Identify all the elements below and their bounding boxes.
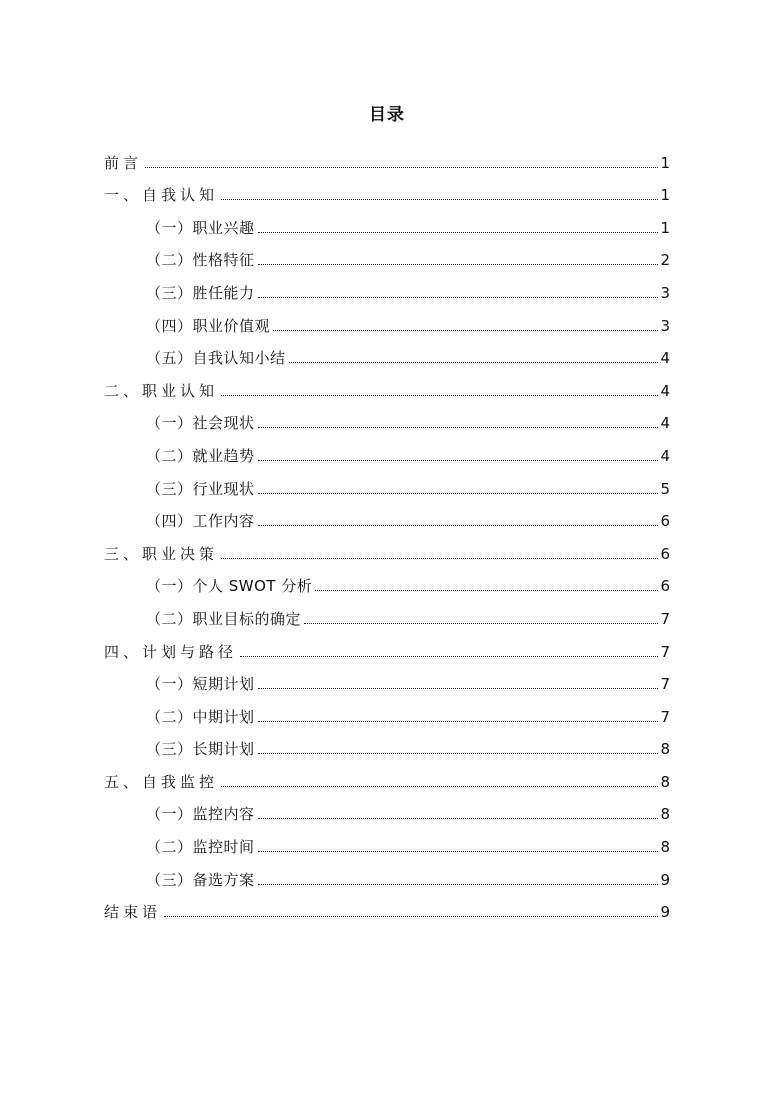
toc-entry-label: （一）监控内容	[146, 805, 255, 824]
toc-section-entry[interactable]	[104, 792, 670, 825]
toc-page-number: 4	[660, 446, 670, 465]
toc-entry-label: （五）自我认知小结	[146, 349, 286, 368]
toc-section-entry[interactable]	[104, 727, 670, 760]
toc-page-number: 6	[660, 512, 670, 531]
toc-page-number: 4	[660, 349, 670, 368]
toc-dot-leader	[258, 753, 659, 754]
toc-dot-leader	[164, 916, 658, 917]
toc-page-number: 4	[660, 414, 670, 433]
toc-dot-leader	[273, 330, 658, 331]
toc-page-number: 9	[660, 903, 670, 922]
toc-page-number: 7	[660, 707, 670, 726]
toc-section-entry[interactable]	[104, 205, 670, 238]
toc-entry-label: 一、自我认知	[104, 186, 219, 205]
toc-dot-leader	[258, 688, 659, 689]
toc-chapter-entry[interactable]	[104, 890, 670, 923]
toc-section-entry[interactable]	[104, 499, 670, 532]
toc-page-number: 4	[660, 381, 670, 400]
toc-section-entry[interactable]	[104, 824, 670, 857]
toc-dot-leader	[258, 884, 659, 885]
toc-dot-leader	[258, 818, 659, 819]
toc-entry-label: 二、职业认知	[104, 381, 219, 400]
toc-entry-label: （二）性格特征	[146, 251, 255, 270]
toc-section-entry[interactable]	[104, 433, 670, 466]
toc-page-number: 7	[660, 642, 670, 661]
toc-entry-label: （二）监控时间	[146, 838, 255, 857]
toc-page-number: 5	[660, 479, 670, 498]
toc-dot-leader	[221, 395, 658, 396]
toc-page-number: 8	[660, 772, 670, 791]
toc-dot-leader	[258, 427, 659, 428]
toc-dot-leader	[258, 525, 659, 526]
toc-section-entry[interactable]	[104, 401, 670, 434]
toc-entry-label: （二）职业目标的确定	[146, 609, 302, 628]
toc-page-number: 1	[660, 186, 670, 205]
toc-entry-label: 前言	[104, 153, 143, 172]
toc-page-number: 1	[660, 218, 670, 237]
toc-entry-label: （一）短期计划	[146, 675, 255, 694]
toc-page-number: 9	[660, 870, 670, 889]
toc-entry-label: （三）行业现状	[146, 479, 255, 498]
toc-dot-leader	[315, 590, 658, 591]
toc-dot-leader	[258, 851, 659, 852]
toc-section-entry[interactable]	[104, 564, 670, 597]
toc-dot-leader	[145, 167, 658, 168]
toc-section-entry[interactable]	[104, 694, 670, 727]
toc-dot-leader	[221, 558, 658, 559]
toc-section-entry[interactable]	[104, 857, 670, 890]
toc-section-entry[interactable]	[104, 303, 670, 336]
toc-entry-label: （三）备选方案	[146, 870, 255, 889]
toc-page-number: 6	[660, 544, 670, 563]
toc-chapter-entry[interactable]	[104, 629, 670, 662]
toc-section-entry[interactable]	[104, 336, 670, 369]
toc-page-number: 2	[660, 251, 670, 270]
toc-page-number: 8	[660, 740, 670, 759]
toc-page-number: 7	[660, 675, 670, 694]
table-of-contents	[104, 140, 670, 922]
toc-page-number: 8	[660, 805, 670, 824]
toc-entry-label: （四）职业价值观	[146, 316, 271, 335]
toc-page-number: 1	[660, 153, 670, 172]
toc-dot-leader	[258, 460, 659, 461]
toc-chapter-entry[interactable]	[104, 531, 670, 564]
toc-dot-leader	[258, 264, 659, 265]
toc-chapter-entry[interactable]	[104, 173, 670, 206]
toc-chapter-entry[interactable]	[104, 140, 670, 173]
toc-section-entry[interactable]	[104, 662, 670, 695]
toc-dot-leader	[304, 623, 658, 624]
toc-entry-label: （一）个人 SWOT 分析	[146, 577, 313, 596]
toc-page-number: 6	[660, 577, 670, 596]
toc-dot-leader	[258, 232, 659, 233]
toc-section-entry[interactable]	[104, 238, 670, 271]
toc-chapter-entry[interactable]	[104, 368, 670, 401]
toc-page-number: 8	[660, 838, 670, 857]
toc-entry-label: 四、计划与路径	[104, 642, 238, 661]
toc-entry-label: （二）就业趋势	[146, 446, 255, 465]
toc-page-number: 3	[660, 283, 670, 302]
toc-entry-label: （一）职业兴趣	[146, 218, 255, 237]
toc-page-number: 7	[660, 609, 670, 628]
toc-entry-label: 五、自我监控	[104, 772, 219, 791]
toc-dot-leader	[240, 656, 658, 657]
toc-chapter-entry[interactable]	[104, 759, 670, 792]
toc-entry-label: （三）胜任能力	[146, 283, 255, 302]
toc-section-entry[interactable]	[104, 270, 670, 303]
toc-entry-label: 结束语	[104, 903, 162, 922]
toc-dot-leader	[258, 721, 659, 722]
toc-page-number: 3	[660, 316, 670, 335]
toc-dot-leader	[221, 786, 658, 787]
toc-dot-leader	[289, 362, 659, 363]
toc-entry-label: 三、职业决策	[104, 544, 219, 563]
toc-dot-leader	[258, 493, 659, 494]
toc-entry-label: （一）社会现状	[146, 414, 255, 433]
toc-section-entry[interactable]	[104, 466, 670, 499]
toc-entry-label: （三）长期计划	[146, 740, 255, 759]
toc-title: 目录	[369, 105, 405, 125]
toc-section-entry[interactable]	[104, 596, 670, 629]
toc-dot-leader	[221, 199, 658, 200]
toc-entry-label: （二）中期计划	[146, 707, 255, 726]
toc-dot-leader	[258, 297, 659, 298]
toc-entry-label: （四）工作内容	[146, 512, 255, 531]
